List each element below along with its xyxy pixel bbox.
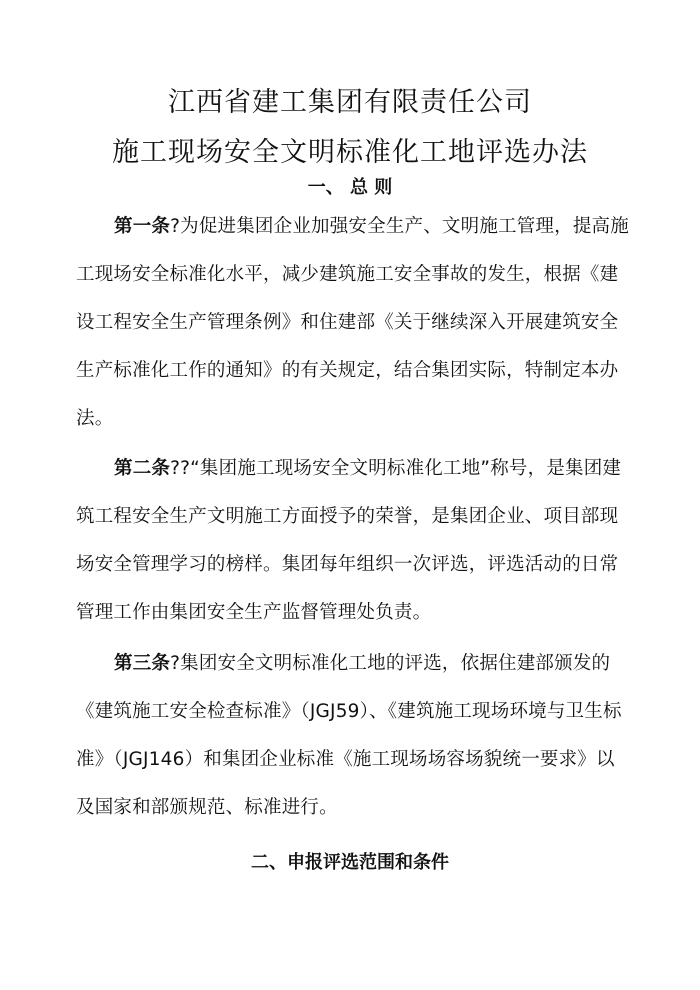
article-3	[76, 640, 632, 832]
article-1-label: 第一条	[114, 216, 171, 237]
section-heading-general: 一、 总 则	[307, 177, 393, 198]
article-1-text: ?为促进集团企业加强安全生产、文明施工管理，提高施工现场安全标准化水平，减少建筑施工安全事故的发生，根据《建设工程安全生产管理条例》和住建部《关于继续深入开展建筑安全生产标准化工作的通知》的有关规定，结合集团实际，特制定本办法。	[76, 216, 629, 429]
article-3-label: 第三条	[114, 653, 171, 674]
article-3-text: ?集团安全文明标准化工地的评选，依据住建部颁发的《建筑施工安全检查标准》（JGJ59）、《建筑施工现场环境与卫生标准》（JGJ146）和集团企业标准《施工现场场容场貌统一要求》以及国家和部颁规范、标准进行。	[76, 653, 622, 818]
company-title: 江西省建工集团有限责任公司	[168, 87, 532, 118]
section-heading-scope: 二、申报评选范围和条件	[251, 852, 449, 873]
article-2	[76, 445, 632, 637]
article-2-text: ??“集团施工现场安全文明标准化工地”称号，是集团建筑工程安全生产文明施工方面授予的荣誉，是集团企业、项目部现场安全管理学习的榜样。集团每年组织一次评选，评选活动的日常管理工作由集团安全生产监督管理处负责。	[76, 458, 622, 623]
document-title: 施工现场安全文明标准化工地评选办法	[112, 137, 588, 168]
article-1	[76, 203, 632, 443]
article-2-label: 第二条	[114, 458, 171, 479]
